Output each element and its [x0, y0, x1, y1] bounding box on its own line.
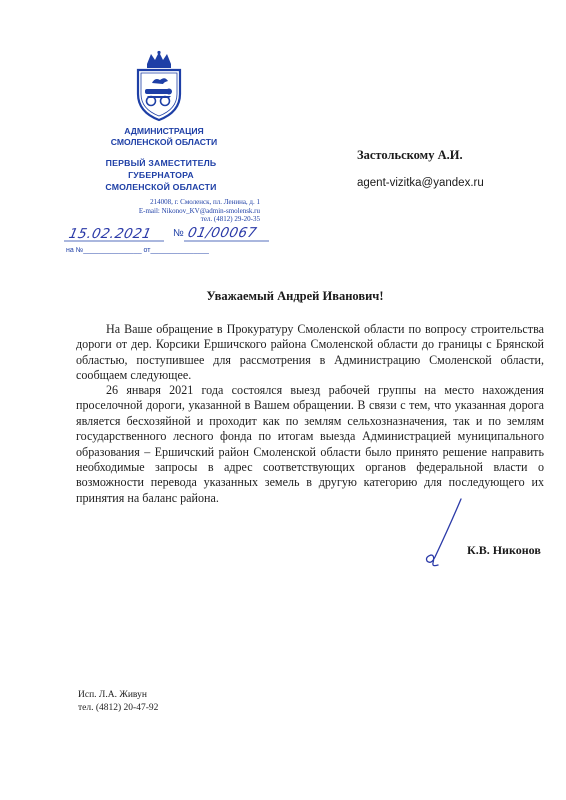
registration-date: 15.02.2021 — [67, 226, 153, 242]
sender-address: 214008, г. Смоленск, пл. Ленина, д. 1 — [150, 198, 260, 206]
greeting: Уважаемый Андрей Иванович! — [206, 289, 384, 303]
org-name-line1: АДМИНИСТРАЦИЯ — [124, 126, 204, 136]
paragraph-1-text: На Ваше обращение в Прокуратуру Смоленской области по вопросу строительства дороги от дер. Корсики Ершичского района Смоленской области до границы с Брянской областью, поступившее для рассмотрения в Администрацию Смоленской области, сообщаем следующее. — [76, 322, 544, 383]
handwritten-signature-icon — [405, 495, 475, 575]
executor-phone: тел. (4812) 20-47-92 — [78, 703, 159, 713]
addressee-name: Застольскому А.И. — [357, 148, 463, 162]
registration-number-label: № — [173, 228, 184, 239]
org-name — [105, 126, 223, 148]
signer-name: К.В. Никонов — [467, 543, 541, 557]
paragraph-2-text: 26 января 2021 года состоялся выезд рабочей группы на место нахождения проселочной дороги, указанной в Вашем обращении. В связи с тем, что указанная дорога является бесхозяйной и проходит как по землям сельхозназначения, так и по землям государственного лесного фонда по итогам выезда Администрацией муниципального образования – Ершичский район Смоленской области было принято решение направить необходимые запросы в адрес соответствующих органов федеральной власти о возможности перевода указанных земель в другую категорию для последующего их принятия на баланс района. — [76, 383, 544, 505]
executor-block — [78, 689, 158, 715]
smolensk-coat-of-arms-icon — [133, 50, 185, 122]
registration-block — [64, 223, 274, 263]
position-line1: ПЕРВЫЙ ЗАМЕСТИТЕЛЬ — [105, 158, 217, 168]
sender-phone: тел. (4812) 29-20-35 — [200, 215, 260, 224]
addressee-email: agent-vizitka@yandex.ru — [357, 177, 484, 189]
org-name-line2: СМОЛЕНСКОЙ ОБЛАСТИ — [110, 137, 218, 147]
position-line2: ГУБЕРНАТОРА — [128, 170, 194, 180]
executor-name: Исп. Л.А. Живун — [78, 690, 147, 700]
sender-email: E-mail: Nikonov_KV@admin-smolensk.ru — [138, 206, 260, 215]
paragraph-1 — [76, 322, 544, 384]
reference-line: на №_______________ от_______________ — [66, 247, 209, 254]
sender-contacts — [90, 198, 260, 224]
position-line3: СМОЛЕНСКОЙ ОБЛАСТИ — [105, 182, 217, 192]
sender-position — [86, 157, 236, 193]
paragraph-2 — [76, 383, 544, 506]
registration-number: 01/00067 — [186, 225, 259, 241]
